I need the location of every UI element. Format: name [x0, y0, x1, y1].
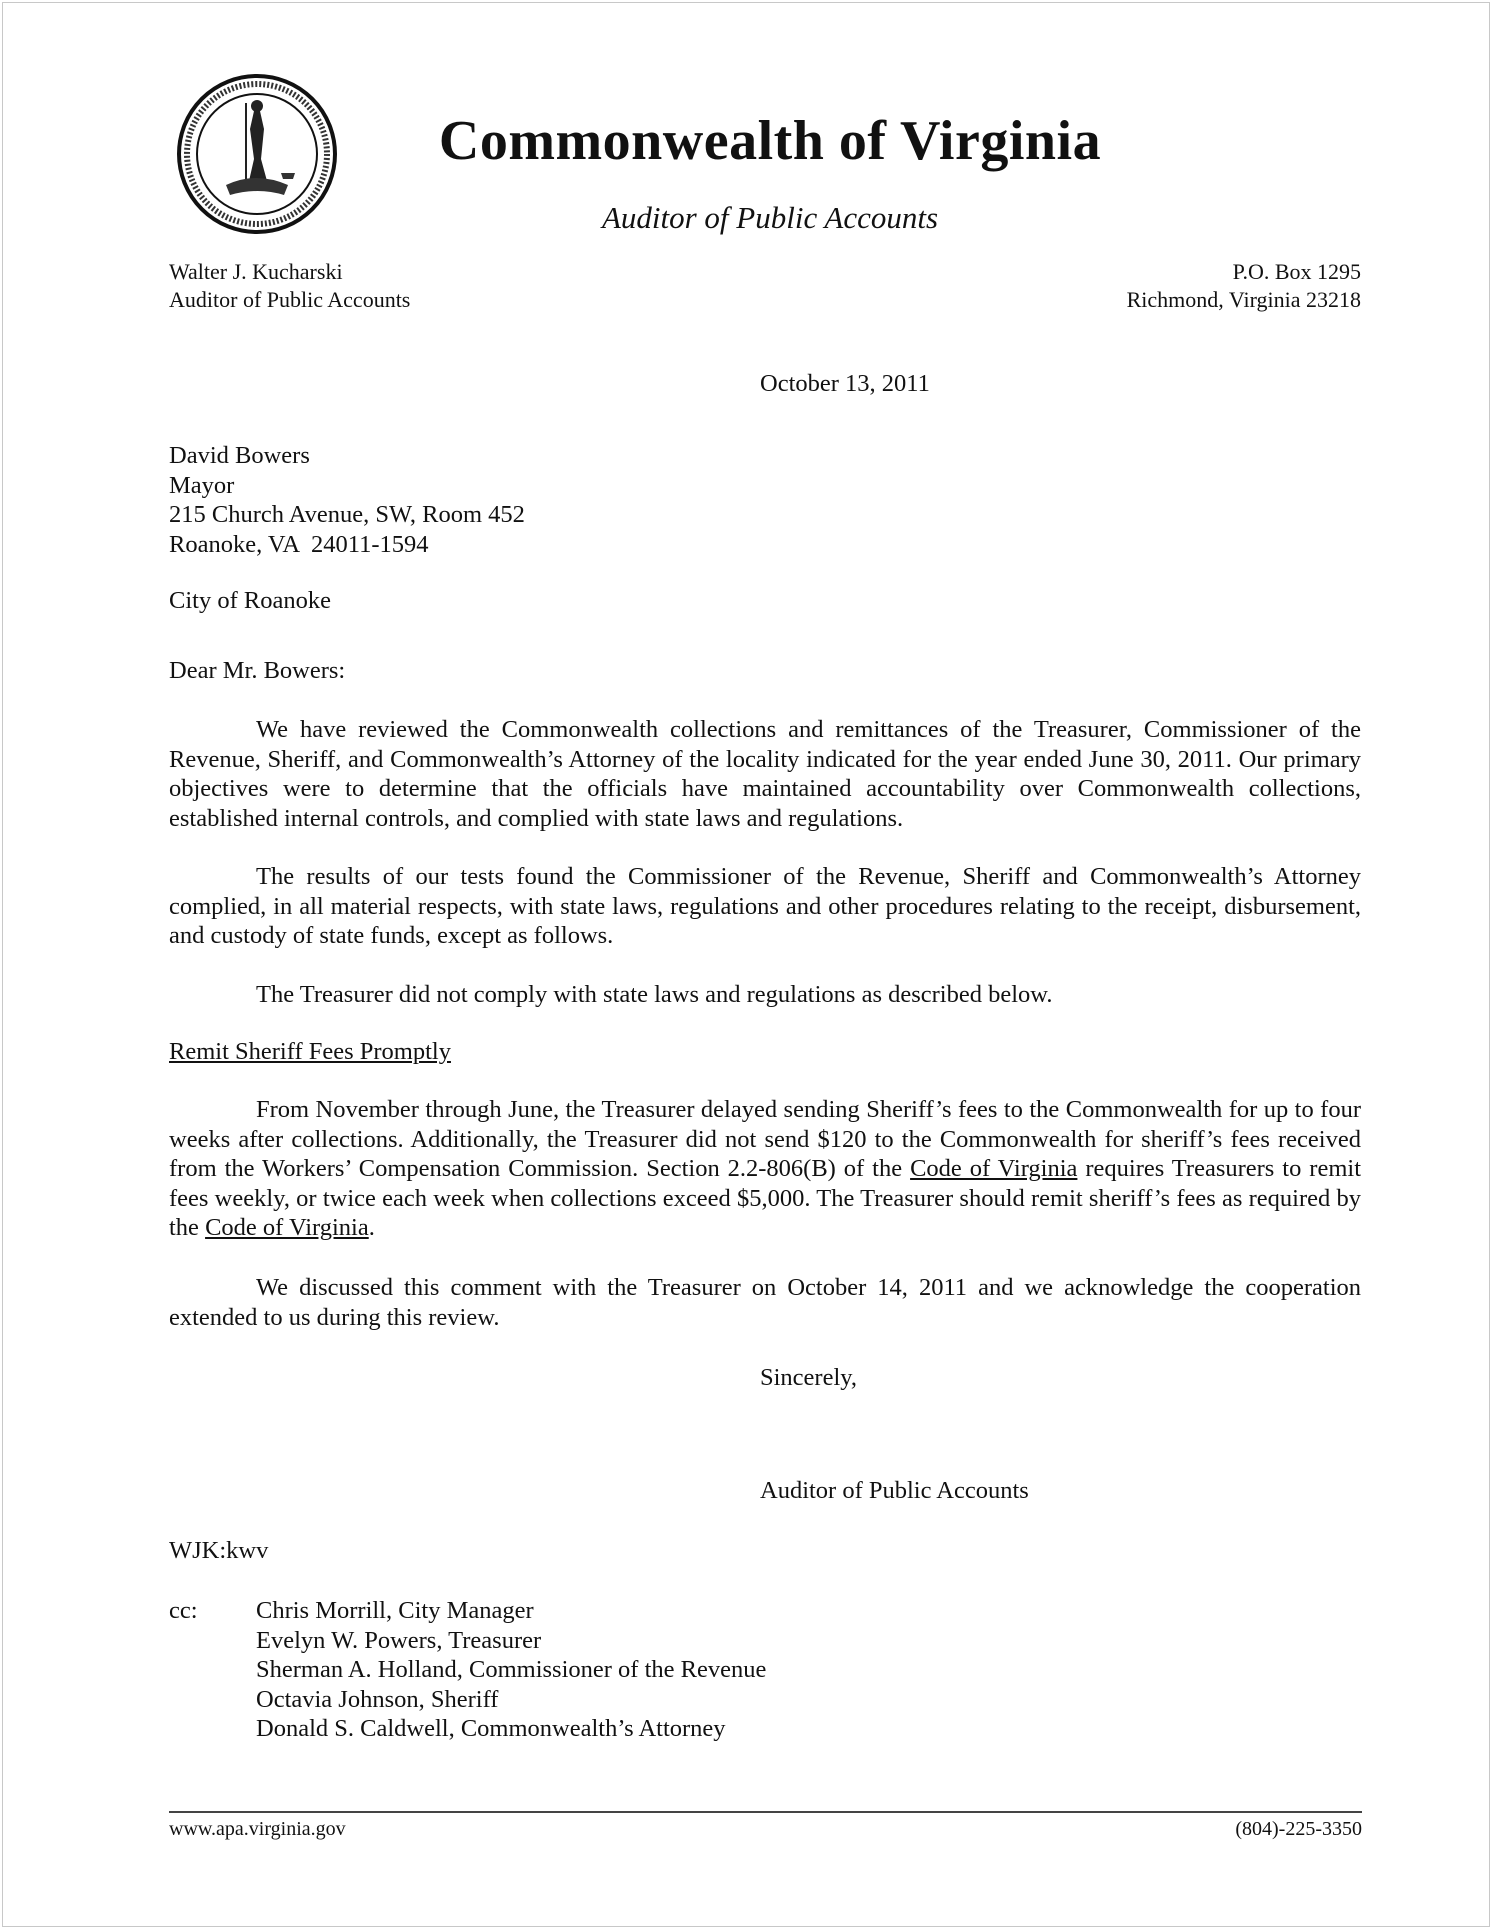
initials: WJK:kwv: [169, 1537, 269, 1564]
paragraph-results: The results of our tests found the Commissioner of the Revenue, Sheriff and Commonwealth’s Attorney complied, in all material respects, with state laws, regulations and other procedures relating to the receipt, disbursement, and custody of state funds, except as follows.: [169, 863, 1361, 949]
locality: City of Roanoke: [169, 587, 331, 614]
address-line: P.O. Box 1295: [1232, 259, 1361, 284]
recipient-line: David Bowers: [169, 442, 310, 469]
code-of-virginia-reference: Code of Virginia: [910, 1155, 1078, 1182]
cc-list: [256, 1596, 766, 1744]
cc-recipient: Sherman A. Holland, Commissioner of the Revenue: [256, 1656, 767, 1683]
finding-text: .: [368, 1214, 375, 1241]
paragraph-treasurer: The Treasurer did not comply with state laws and regulations as described below.: [256, 981, 1053, 1008]
address-line: Richmond, Virginia 23218: [1126, 287, 1361, 312]
paragraph-finding: [169, 1095, 1361, 1243]
sender-title: Auditor of Public Accounts: [169, 287, 411, 312]
paragraph-discussion: We discussed this comment with the Treasurer on October 14, 2011 and we acknowledge the cooperation extended to us during this review.: [169, 1274, 1361, 1331]
letterhead-subtitle: Auditor of Public Accounts: [601, 200, 939, 235]
footer-divider: [169, 1811, 1362, 1813]
footer-phone: (804)-225-3350: [1235, 1818, 1362, 1840]
recipient-line: Mayor: [169, 471, 235, 499]
recipient-address: [169, 441, 525, 559]
sender-name: Walter J. Kucharski: [169, 259, 343, 284]
finding-heading: Remit Sheriff Fees Promptly: [169, 1038, 451, 1065]
cc-recipient: Octavia Johnson, Sheriff: [256, 1685, 499, 1713]
recipient-line: Roanoke, VA 24011-1594: [169, 530, 429, 558]
sender-block: [169, 258, 410, 314]
closing: Sincerely,: [760, 1364, 858, 1391]
office-address: [1127, 258, 1361, 314]
letter-date: October 13, 2011: [760, 370, 930, 397]
virginia-seal-logo: [176, 73, 338, 235]
cc-recipient: Chris Morrill, City Manager: [256, 1597, 534, 1624]
cc-recipient: Donald S. Caldwell, Commonwealth’s Attorney: [256, 1715, 726, 1742]
finding-text: From November through June, the Treasurer delayed sending Sheriff’s fees to the Commonwealth for up to four weeks after collections. Additionally, the Treasurer did not send $120 to the Commonwealth for sheriff’s fees received from the Workers’ Compensation Commission. Section 2.2-806(B) of the: [169, 1096, 1361, 1182]
footer-website: www.apa.virginia.gov: [169, 1818, 346, 1840]
salutation: Dear Mr. Bowers:: [169, 657, 346, 684]
paragraph-review-scope: We have reviewed the Commonwealth collections and remittances of the Treasurer, Commissioner of the Revenue, Sheriff, and Commonwealth’s Attorney of the locality indicated for the year ended June 30, 2011. Our primary objectives were to determine that the officials have maintained accountability over Commonwealth collections, established internal controls, and complied with state laws and regulations.: [169, 716, 1361, 832]
code-of-virginia-reference: Code of Virginia: [205, 1214, 369, 1241]
finding-text: requires Treasurers to remit fees weekly, or twice each week when collections exceed $5,000. The Treasurer should remit sheriff’s fees as required by the: [169, 1155, 1362, 1241]
cc-recipient: Evelyn W. Powers, Treasurer: [256, 1626, 542, 1654]
recipient-line: 215 Church Avenue, SW, Room 452: [169, 501, 525, 528]
letterhead-title: Commonwealth of Virginia: [438, 110, 1102, 172]
signature-title: Auditor of Public Accounts: [760, 1477, 1029, 1504]
cc-label: cc:: [169, 1597, 198, 1624]
